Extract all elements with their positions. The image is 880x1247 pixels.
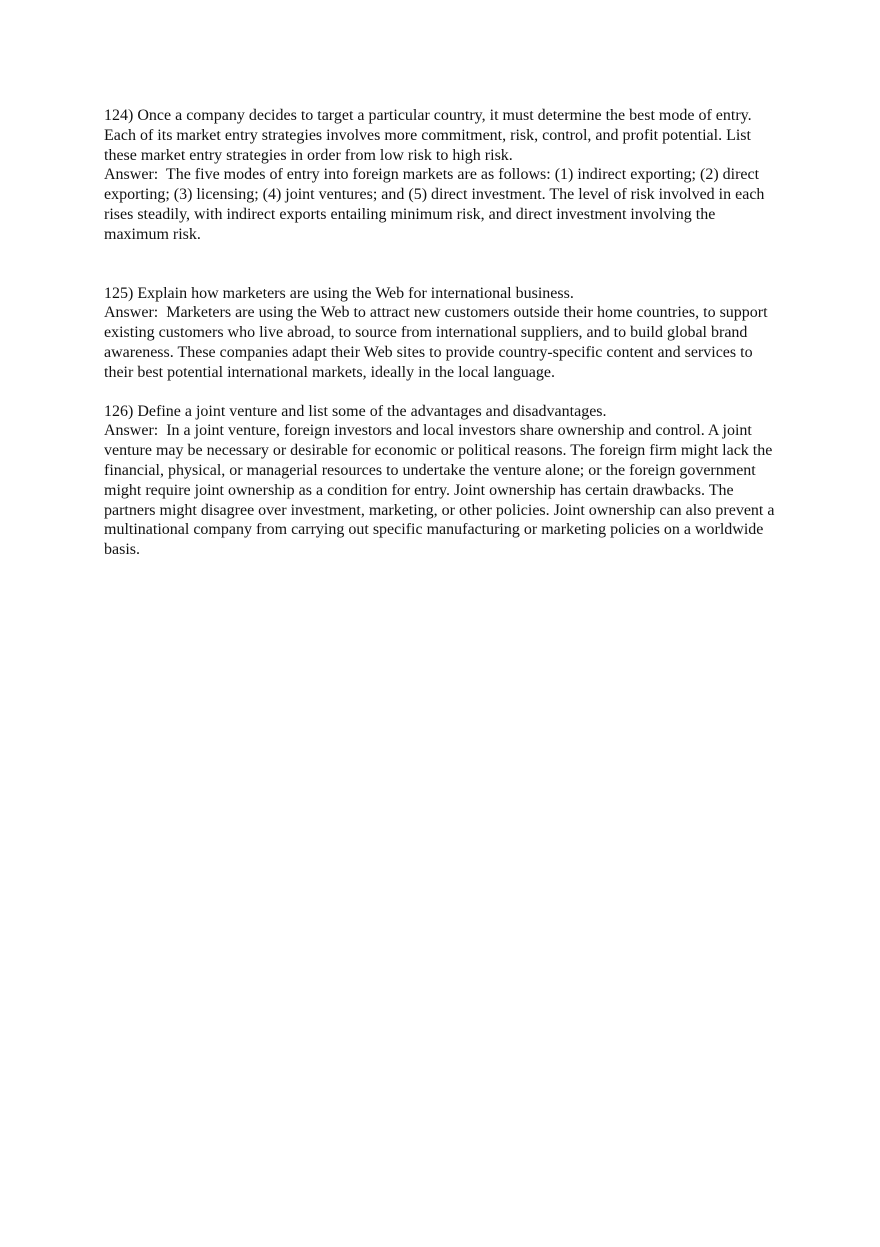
answer-text: Answer: In a joint venture, foreign investors and local investors share ownership and control. A joint venture may be necessary or desirable for economic or political reasons. The foreign firm might lack the financial, physical, or managerial resources to undertake the venture alone; or the foreign government might require joint ownership as a condition for entry. Joint ownership has certain drawbacks. The partners might disagree over investment, marketing, or other policies. Joint ownership can also prevent a multinational company from carrying out specific manufacturing or marketing policies on a worldwide basis. — [104, 422, 779, 559]
question-block-125 — [104, 284, 784, 383]
answer-text: Answer: Marketers are using the Web to attract new customers outside their home countries, to support existing customers who live abroad, to source from international suppliers, and to build global brand awareness. These companies adapt their Web sites to provide country-specific content and services to their best potential international markets, ideally in the local language. — [104, 304, 772, 381]
question-block-124 — [104, 106, 784, 245]
question-text: 126) Define a joint venture and list some of the advantages and disadvantages. — [104, 402, 607, 420]
question-block-126 — [104, 402, 784, 560]
answer-text: Answer: The five modes of entry into foreign markets are as follows: (1) indirect exporting; (2) direct exporting; (3) licensing; (4) joint ventures; and (5) direct investment. The level of risk involved in each rises steadily, with indirect exports entailing minimum risk, and direct investment involving the maximum risk. — [104, 166, 769, 243]
question-text: 124) Once a company decides to target a particular country, it must determine the best mode of entry. Each of its market entry strategies involves more commitment, risk, control, and profit potential. List these market entry strategies in order from low risk to high risk. — [104, 107, 756, 164]
document-content — [104, 106, 784, 560]
question-text: 125) Explain how marketers are using the Web for international business. — [104, 284, 574, 302]
